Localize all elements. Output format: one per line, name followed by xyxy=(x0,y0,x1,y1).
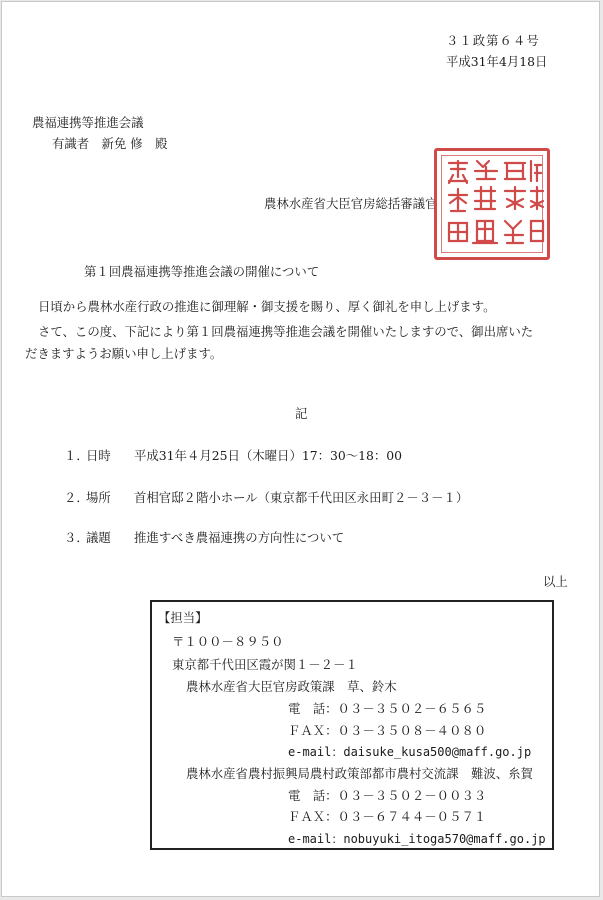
document-page xyxy=(1,1,600,897)
body-paragraph-2-line-2: だきますようお願い申し上げます。 xyxy=(25,346,223,361)
item-label: 日時 xyxy=(86,448,111,463)
item-number: １． xyxy=(64,448,89,463)
document-date: 平成31年4月18日 xyxy=(446,54,548,69)
contact-email-2[interactable]: e-mail：nobuyuki_itoga570@maff.go.jp xyxy=(288,832,546,846)
recipient-organization: 農福連携等推進会議 xyxy=(32,115,144,130)
item-number: ２． xyxy=(64,490,89,505)
sender-title: 農林水産省大臣官房総括審議官 xyxy=(264,196,438,211)
item-value: 推進すべき農福連携の方向性について xyxy=(134,530,345,545)
body-paragraph-2-line-1: さて、この度、下記により第１回農福連携等推進会議を開催いたしますので、御出席いた xyxy=(38,324,534,339)
item-number: ３． xyxy=(64,530,89,545)
item-label: 場所 xyxy=(86,490,111,505)
contact-fax-2: ＦＡＸ：０３－６７４４－０５７１ xyxy=(288,809,487,824)
official-seal-stamp xyxy=(434,148,550,260)
body-paragraph-1: 日頃から農林水産行政の推進に御理解・御支援を賜り、厚く御礼を申し上げます。 xyxy=(38,299,496,314)
contact-email-1[interactable]: e-mail：daisuke_kusa500@maff.go.jp xyxy=(288,745,532,759)
item-value: 平成31年４月25日（木曜日）17：30～18：00 xyxy=(134,448,403,463)
contact-dept-1: 農林水産省大臣官房政策課 草、鈴木 xyxy=(186,679,397,694)
contact-tel-2: 電 話：０３－３５０２－００３３ xyxy=(288,788,487,803)
recipient-person: 有識者 新免 修 殿 xyxy=(52,136,168,151)
item-label: 議題 xyxy=(86,530,111,545)
ki-heading: 記 xyxy=(295,406,308,421)
seal-glyphs-icon xyxy=(437,151,547,257)
closing-ijou: 以上 xyxy=(543,574,568,589)
contact-tel-1: 電 話：０３－３５０２－６５６５ xyxy=(288,701,487,716)
contact-address: 東京都千代田区霞が関１－２－１ xyxy=(172,657,358,672)
contact-dept-2: 農林水産省農村振興局農村政策部都市農村交流課 難波、糸賀 xyxy=(186,766,533,781)
item-value: 首相官邸２階小ホール（東京都千代田区永田町２－３－１） xyxy=(134,490,469,505)
contact-fax-1: ＦＡＸ：０３－３５０８－４０８０ xyxy=(288,723,487,738)
contact-heading: 【担当】 xyxy=(158,610,208,625)
subject-title: 第１回農福連携等推進会議の開催について xyxy=(84,264,320,279)
document-number: ３１政第６４号 xyxy=(446,33,540,48)
contact-postal-code: 〒１００－８９５０ xyxy=(172,634,284,649)
